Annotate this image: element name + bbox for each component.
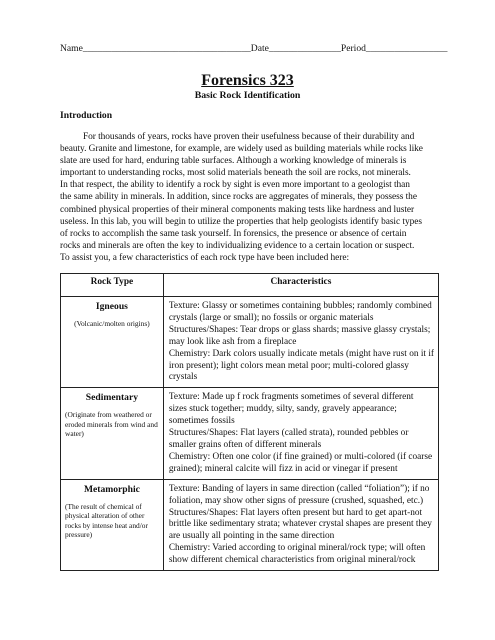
- characteristic-line: are usually all pointing in the same direction: [168, 531, 335, 542]
- intro-line: For thousands of years, rocks have proven their usefulness because of their durability and: [60, 132, 415, 142]
- characteristic-line: grained); mineral calcite will fizz in acid or vinegar if present: [168, 463, 398, 474]
- rock-type-cell: [61, 297, 164, 388]
- characteristic-line: Texture: Made up f rock fragments sometimes of several different: [168, 392, 414, 403]
- introduction-heading: Introduction: [60, 110, 113, 121]
- characteristic-line: brittle like sedimentary strata; whatever crystal shapes are present they: [168, 519, 432, 530]
- page-title: Forensics 323: [201, 72, 294, 89]
- table-row-igneous: [61, 297, 439, 388]
- characteristic-line: show different chemical characteristics from original mineral/rock: [168, 555, 416, 566]
- characteristic-line: sometimes fossils: [168, 416, 235, 427]
- characteristic-line: crystals (large or small); no fossils or organic materials: [168, 312, 374, 323]
- rock-type-name: Sedimentary: [85, 392, 139, 404]
- rock-type-origin: (Originate from weathered or eroded minerals from wind and water): [65, 410, 158, 439]
- rock-type-name: Metamorphic: [83, 483, 140, 495]
- intro-line: slate are used for hard, enduring table surfaces. Although a working knowledge of minerals is: [60, 156, 407, 167]
- rock-type-cell: [61, 479, 164, 570]
- intro-line: rocks and minerals are often the key to individualizing evidence to a certain location or suspect.: [60, 240, 415, 251]
- table-row-sedimentary: [61, 388, 439, 479]
- characteristic-line: Chemistry: Often one color (if fine grained) or multi-colored (if coarse: [168, 451, 433, 462]
- intro-line: combined physical properties of their mineral components making tests like hardness and luster: [60, 204, 415, 215]
- characteristic-line: foliation, may show other signs of pressure (crushed, squashed, etc.): [168, 495, 424, 506]
- rock-type-cell: [61, 388, 164, 479]
- intro-line: beauty. Granite and limestone, for example, are widely used as building materials while rocks like: [60, 144, 423, 155]
- page-subtitle: Basic Rock Identification: [194, 90, 301, 101]
- intro-line: To assist you, a few characteristics of each rock type have been included here:: [60, 252, 350, 263]
- characteristic-line: iron present); light colors mean metal poor; multi-colored glassy: [168, 360, 409, 371]
- characteristics-cell: [163, 479, 438, 570]
- intro-line: the same ability in minerals. In addition, since rocks are aggregates of minerals, they possess the: [60, 192, 417, 203]
- introduction-paragraph: [60, 131, 437, 264]
- characteristic-line: Structures/Shapes: Tear drops or glass shards; massive glassy crystals;: [168, 324, 431, 335]
- characteristic-line: Chemistry: Dark colors usually indicate metals (might have rust on it if: [168, 348, 434, 359]
- characteristic-line: sizes stuck together; muddy, silty, sandy, gravely appearance;: [168, 404, 397, 415]
- intro-line: of rocks to accomplish the same task yourself. In forensics, the presence or absence of certain: [60, 228, 407, 239]
- rock-type-name: Igneous: [95, 301, 128, 312]
- characteristic-line: Chemistry: Varied according to original mineral/rock type; will often: [168, 543, 426, 554]
- characteristic-line: Texture: Glassy or sometimes containing bubbles; randomly combined: [168, 301, 432, 311]
- rock-type-origin: (Volcanic/molten origins): [74, 318, 150, 328]
- characteristic-line: crystals: [168, 372, 198, 383]
- characteristic-line: smaller grains often of different minerals: [168, 439, 322, 450]
- table-header-row: [61, 274, 439, 297]
- rock-types-table: [60, 273, 439, 571]
- header-characteristics: Characteristics: [163, 274, 438, 297]
- characteristic-line: Structures/Shapes: Flat layers (called strata), rounded pebbles or: [168, 428, 409, 439]
- intro-line: useless. In this lab, you will begin to utilize the properties that help geologists identify basic types: [60, 216, 422, 227]
- characteristics-cell: [163, 297, 438, 388]
- characteristics-cell: [163, 388, 438, 479]
- rock-type-origin: (The result of chemical of physical alteration of other rocks by intense heat and/or pressure): [65, 501, 148, 540]
- header-rock-type: Rock Type: [61, 274, 164, 297]
- characteristic-line: Texture: Banding of layers in same direction (called “foliation”); if no: [168, 483, 430, 494]
- name-date-period-line: Name___________________________________Date_______________Period_________________: [60, 43, 448, 54]
- characteristic-line: may look like ash from a fireplace: [168, 336, 297, 347]
- characteristic-line: Structures/Shapes: Flat layers often present but hard to get apart-not: [168, 507, 423, 518]
- table-row-metamorphic: [61, 479, 439, 570]
- intro-line: important to understanding rocks, most solid materials beneath the soil are rocks, not minerals.: [60, 168, 411, 179]
- intro-line: In that respect, the ability to identify a rock by sight is even more important to a geologist than: [60, 180, 410, 191]
